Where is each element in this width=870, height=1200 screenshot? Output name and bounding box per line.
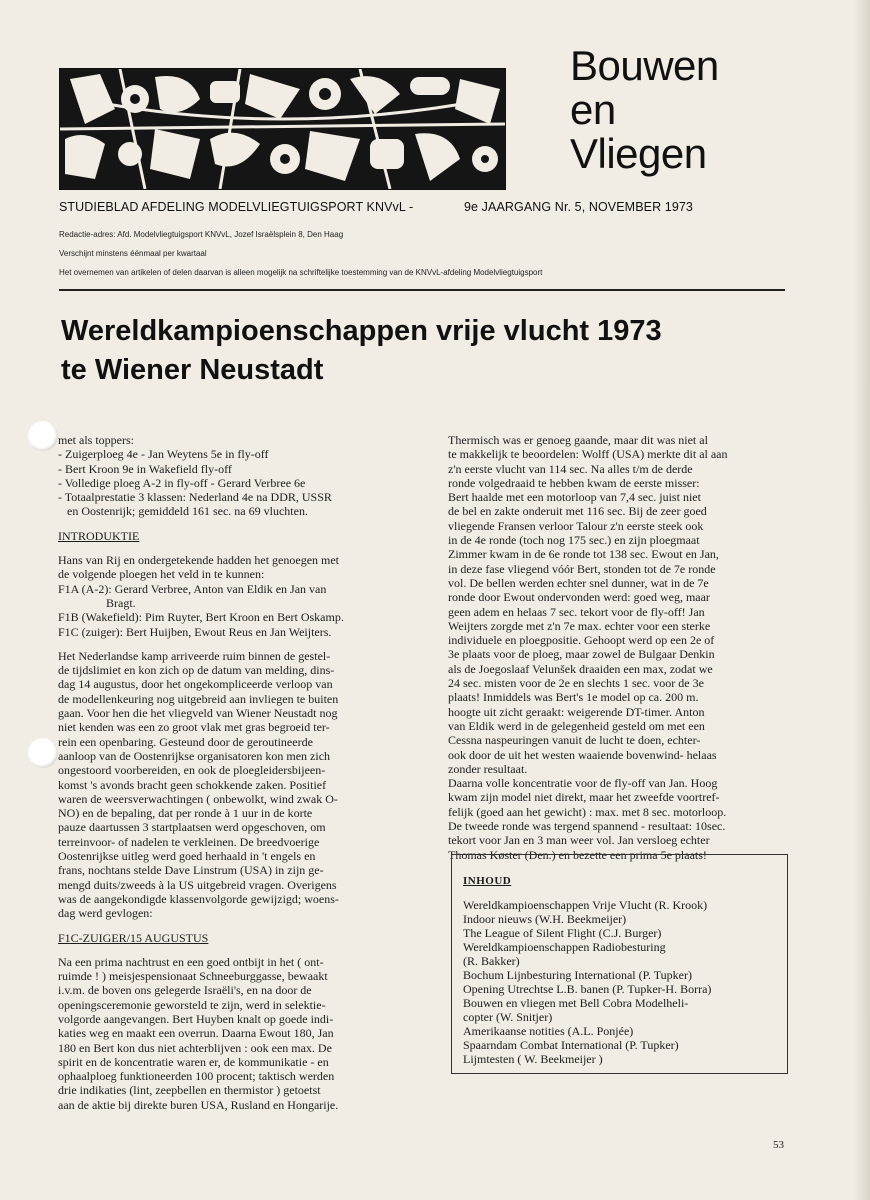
text-line: plaats! Inmiddels was Bert's 1e model op ca. 200 m. [448,690,699,705]
text-line: in de 4e ronde (toch nog 175 sec.) en zijn ploegmaat [448,533,700,548]
contents-item: Lijmtesten ( W. Beekmeijer ) [463,1052,603,1066]
text-line: 24 sec. misten voor de 2e en slechts 1 sec. voor de 3e [448,676,704,691]
text-line: Oostenrijkse uitleg werd goed herhaald in 't engels en [58,849,316,864]
paper-edge [854,0,870,1200]
text-line: F1A (A-2): Gerard Verbree, Anton van Eldik en Jan van [58,581,327,596]
text-line: ophaalploeg funktioneerden 100 procent; taktisch werden [58,1069,335,1084]
subtitle-text: STUDIEBLAD AFDELING MODELVLIEGTUIGSPORT KNVvL - [59,200,414,214]
text-line: individuele en ploegpositie. Gehoopt werd op een 2e of [448,633,715,648]
text-line: drie indikaties (lint, zeepbellen en thermistor ) getoetst [58,1083,321,1098]
brand-line: Bouwen [570,42,719,89]
text-line: kwam zijn model niet direkt, maar het zweefde voortref- [448,790,720,805]
text-line: Daarna volle koncentratie voor de fly-off van Jan. Hoog [448,776,718,791]
text-line: Thermisch was er genoeg gaande, maar dit was niet al [448,433,708,447]
headline-line: Wereldkampioenschappen vrije vlucht 1973 [61,315,662,347]
header-divider [59,289,785,291]
topper-item: - Volledige ploeg A-2 in fly-off - Gerard Verbree 6e [58,475,306,490]
text-line: volgorde aangevangen. Bert Huyben knalt op goede indi- [58,1011,334,1026]
text-line: niet kenden was een zo groot vlak met gras begroeid ter- [58,720,330,735]
intro-paragraph-2 [58,649,403,921]
brand-line: en [570,86,616,133]
text-line: aanloop van de Oostenrijkse organisatoren kon men zich [58,748,331,763]
text-line: gaan. Voor hen die het vliegveld van Wiener Neustadt nog [58,706,338,721]
headline-line: te Wiener Neustadt [61,354,324,386]
text-line: Hans van Rij en ondergetekende hadden het genoegen met [58,553,340,568]
contents-item: Wereldkampioenschappen Radiobesturing [463,940,666,954]
contents-item: Amerikaanse notities (A.L. Ponjée) [463,1024,634,1038]
masthead-artwork [59,68,506,190]
text-line: F1B (Wakefield): Pim Ruyter, Bert Kroon en Bert Oskamp. [58,610,344,625]
text-line: i.v.m. de boven ons gelegerde Israëli's, en na door de [58,983,312,998]
contents-title: INHOUD [463,875,512,887]
text-line: aan de aktie bij direkte buren USA, Rusland en Hongarije. [58,1097,339,1112]
text-line: 180 en Bert kon dus niet achterblijven : ook een max. De [58,1040,332,1055]
text-line: komst 's avonds bracht geen schokkende zaken. Positief [58,777,327,792]
text-line: katies weg en maakt een overrun. Daarna Ewout 180, Jan [58,1026,334,1041]
issue-info: 9e JAARGANG Nr. 5, NOVEMBER 1973 [464,200,693,214]
contents-item: (R. Bakker) [463,954,520,968]
text-line: de bel en zakte onderuit met 116 sec. Bij de zeer goed [448,504,707,519]
toppers-block [58,433,403,519]
text-line: spirit en de koncentratie waren er, de kommunikatie - en [58,1054,329,1069]
text-line: als de Joegoslaaf Velunšek draaiden een max, zodat we [448,661,713,676]
text-line: NO) en de bepaling, dat per ronde à 1 uur in de korte [58,806,313,821]
text-line: ongestoord voorbereiden, en ook de ploegleidersbijeen- [58,763,326,778]
text-line: te makkelijk te beoordelen: Wolff (USA) merkte dit al aan [448,447,728,462]
section-heading-introduktie: INTRODUKTIE [58,528,140,543]
contents-item: Bochum Lijnbesturing International (P. Tupker) [463,968,692,982]
masthead-subtitle [59,200,693,214]
text-line: z'n eerste vlucht van 114 sec. Na alles t/m de derde [448,461,693,476]
text-line: Na een prima nachtrust en een goed ontbijt in het ( ont- [58,954,324,969]
topper-item: - Bert Kroon 9e in Wakefield fly-off [58,461,232,476]
text-line: ronde volgedraaid te hebben kwam de eerste misser: [448,475,700,490]
f1c-paragraph [58,955,403,1112]
text-line: pauze daartussen 3 startplaatsen werd opgeschoven, om [58,820,326,835]
text-line: ook door de uit het westen waaiende bovenwind- helaas [448,747,717,762]
text-line: ronde door Ewout ondervonden werd: goed weg, maar [448,590,710,605]
text-line: Bert haalde met een motorloop van 7,4 sec. juist niet [448,490,701,505]
text-line: mengd duits/zweeds à la US uitgebreid vragen. Overigens [58,877,337,892]
page-number: 53 [773,1139,784,1151]
contents-item: Spaarndam Combat International (P. Tupker) [463,1038,679,1052]
article-headline [61,312,662,390]
topper-item: - Totaalprestatie 3 klassen: Nederland 4e na DDR, USSR [58,490,332,505]
text-line: vol. De bellen werden echter snel dunner, wat in de 7e [448,575,709,590]
brand-line: Vliegen [570,130,707,177]
topper-item: - Zuigerploeg 4e - Jan Weytens 5e in fly-off [58,447,269,462]
text-line: in deze fase vliegend vóór Bert, stonden tot de 7e ronde [448,561,716,576]
text-line: hoogte uit zicht geraakt: weigerende DT-timer. Anton [448,704,705,719]
text-line: de tijdslimiet en kon zich op de datum van melding, dins- [58,663,335,678]
contents-item: Bouwen en vliegen met Bell Cobra Modelheli- [463,996,689,1010]
contents-item: The League of Silent Flight (C.J. Burger) [463,926,662,940]
text-line: de modellenkeuring nog uitgebreid aan invliegen te buiten [58,691,339,706]
text-line: tekort voor Jan en 3 man weer vol. Jan versloeg echter [448,833,710,848]
intro-paragraph-1 [58,553,403,639]
text-line: vliegende Fransen verloor Talour z'n eerste steek ook [448,518,704,533]
left-column [58,433,403,1112]
right-column [448,433,793,862]
text-line: was de aangekondigde klassenvolgorde gewijzigd; woens- [58,891,339,906]
publication-frequency: Verschijnt minstens éénmaal per kwartaal [59,249,207,258]
text-line: ruimde ! ) meisjespensionaat Schneeburggasse, bewaakt [58,969,328,984]
text-line: rein een openbaring. Gesteund door de geroutineerde [58,734,313,749]
punch-hole-top [28,421,58,451]
text-line: Thomas Køster (Den.) en bezette een prima 5e plaats! [448,847,707,862]
text-line: Het Nederlandse kamp arriveerde ruim binnen de gestel- [58,648,331,663]
topper-item: en Oostenrijk; gemiddeld 161 sec. na 69 vluchten. [58,504,308,519]
text-line: de volgende ploegen het veld in te kunnen: [58,567,265,582]
text-line: Zimmer kwam in de 6e ronde tot 138 sec. Ewout en Jan, [448,547,719,562]
text-line: terreinvoor- of nadelen te verkleinen. De breedvoerige [58,834,320,849]
table-of-contents [463,874,711,1066]
contents-item: Indoor nieuws (W.H. Beekmeijer) [463,912,627,926]
text-line: waren de weersverwachtingen ( onbewolkt, wind zwak O- [58,791,338,806]
text-line: De tweede ronde was tergend spannend - resultaat: 10sec. [448,819,726,834]
text-line: F1C (zuiger): Bert Huijben, Ewout Reus en Jan Weijters. [58,624,332,639]
punch-hole-bottom [28,738,58,768]
text-line: geen adem en helaas 7 sec. tekort voor de fly-off! Jan [448,604,705,619]
contents-item: Opening Utrechtse L.B. banen (P. Tupker-H. Borra) [463,982,712,996]
text-line: Weijters zorgde met z'n 7e max. echter voor een sterke [448,618,711,633]
text-line: Cessna naspeuringen vanuit de lucht te doen, echter- [448,733,701,748]
contents-item: copter (W. Snitjer) [463,1010,553,1024]
text-line: 3e plaats voor de ploeg, maar zowel de Bulgaar Denkin [448,647,715,662]
editorial-address: Redactie-adres: Afd. Modelvliegtuigsport KNVvL, Jozef Israëlsplein 8, Den Haag [59,230,344,239]
section-heading-f1c: F1C-ZUIGER/15 AUGUSTUS [58,930,209,945]
text-line: dag 14 augustus, door het ongekompliceerde verloop van [58,677,333,692]
text-line: zonder resultaat. [448,761,528,776]
contents-item: Wereldkampioenschappen Vrije Vlucht (R. Krook) [463,898,708,912]
text-line: Bragt. [58,595,136,610]
text-line: frans, nochtans stelde Dave Linstrum (USA) in zijn ge- [58,863,324,878]
text-line: felijk (goed aan het gewicht) : max. met 8 sec. motorloop. [448,804,727,819]
text-line: van Eldik werd in de gelegenheid gesteld om met een [448,718,705,733]
text-line: openingsceremonie geworsteld te zijn, werd in selektie- [58,997,326,1012]
text-line: dag werd gevlogen: [58,906,153,921]
copyright-notice: Het overnemen van artikelen of delen daarvan is alleen mogelijk na schriftelijke toestemming van de KNVvL-afdeling Modelvliegtuigsport [59,268,543,277]
masthead-title [570,44,719,176]
toppers-intro: met als toppers: [58,433,134,447]
